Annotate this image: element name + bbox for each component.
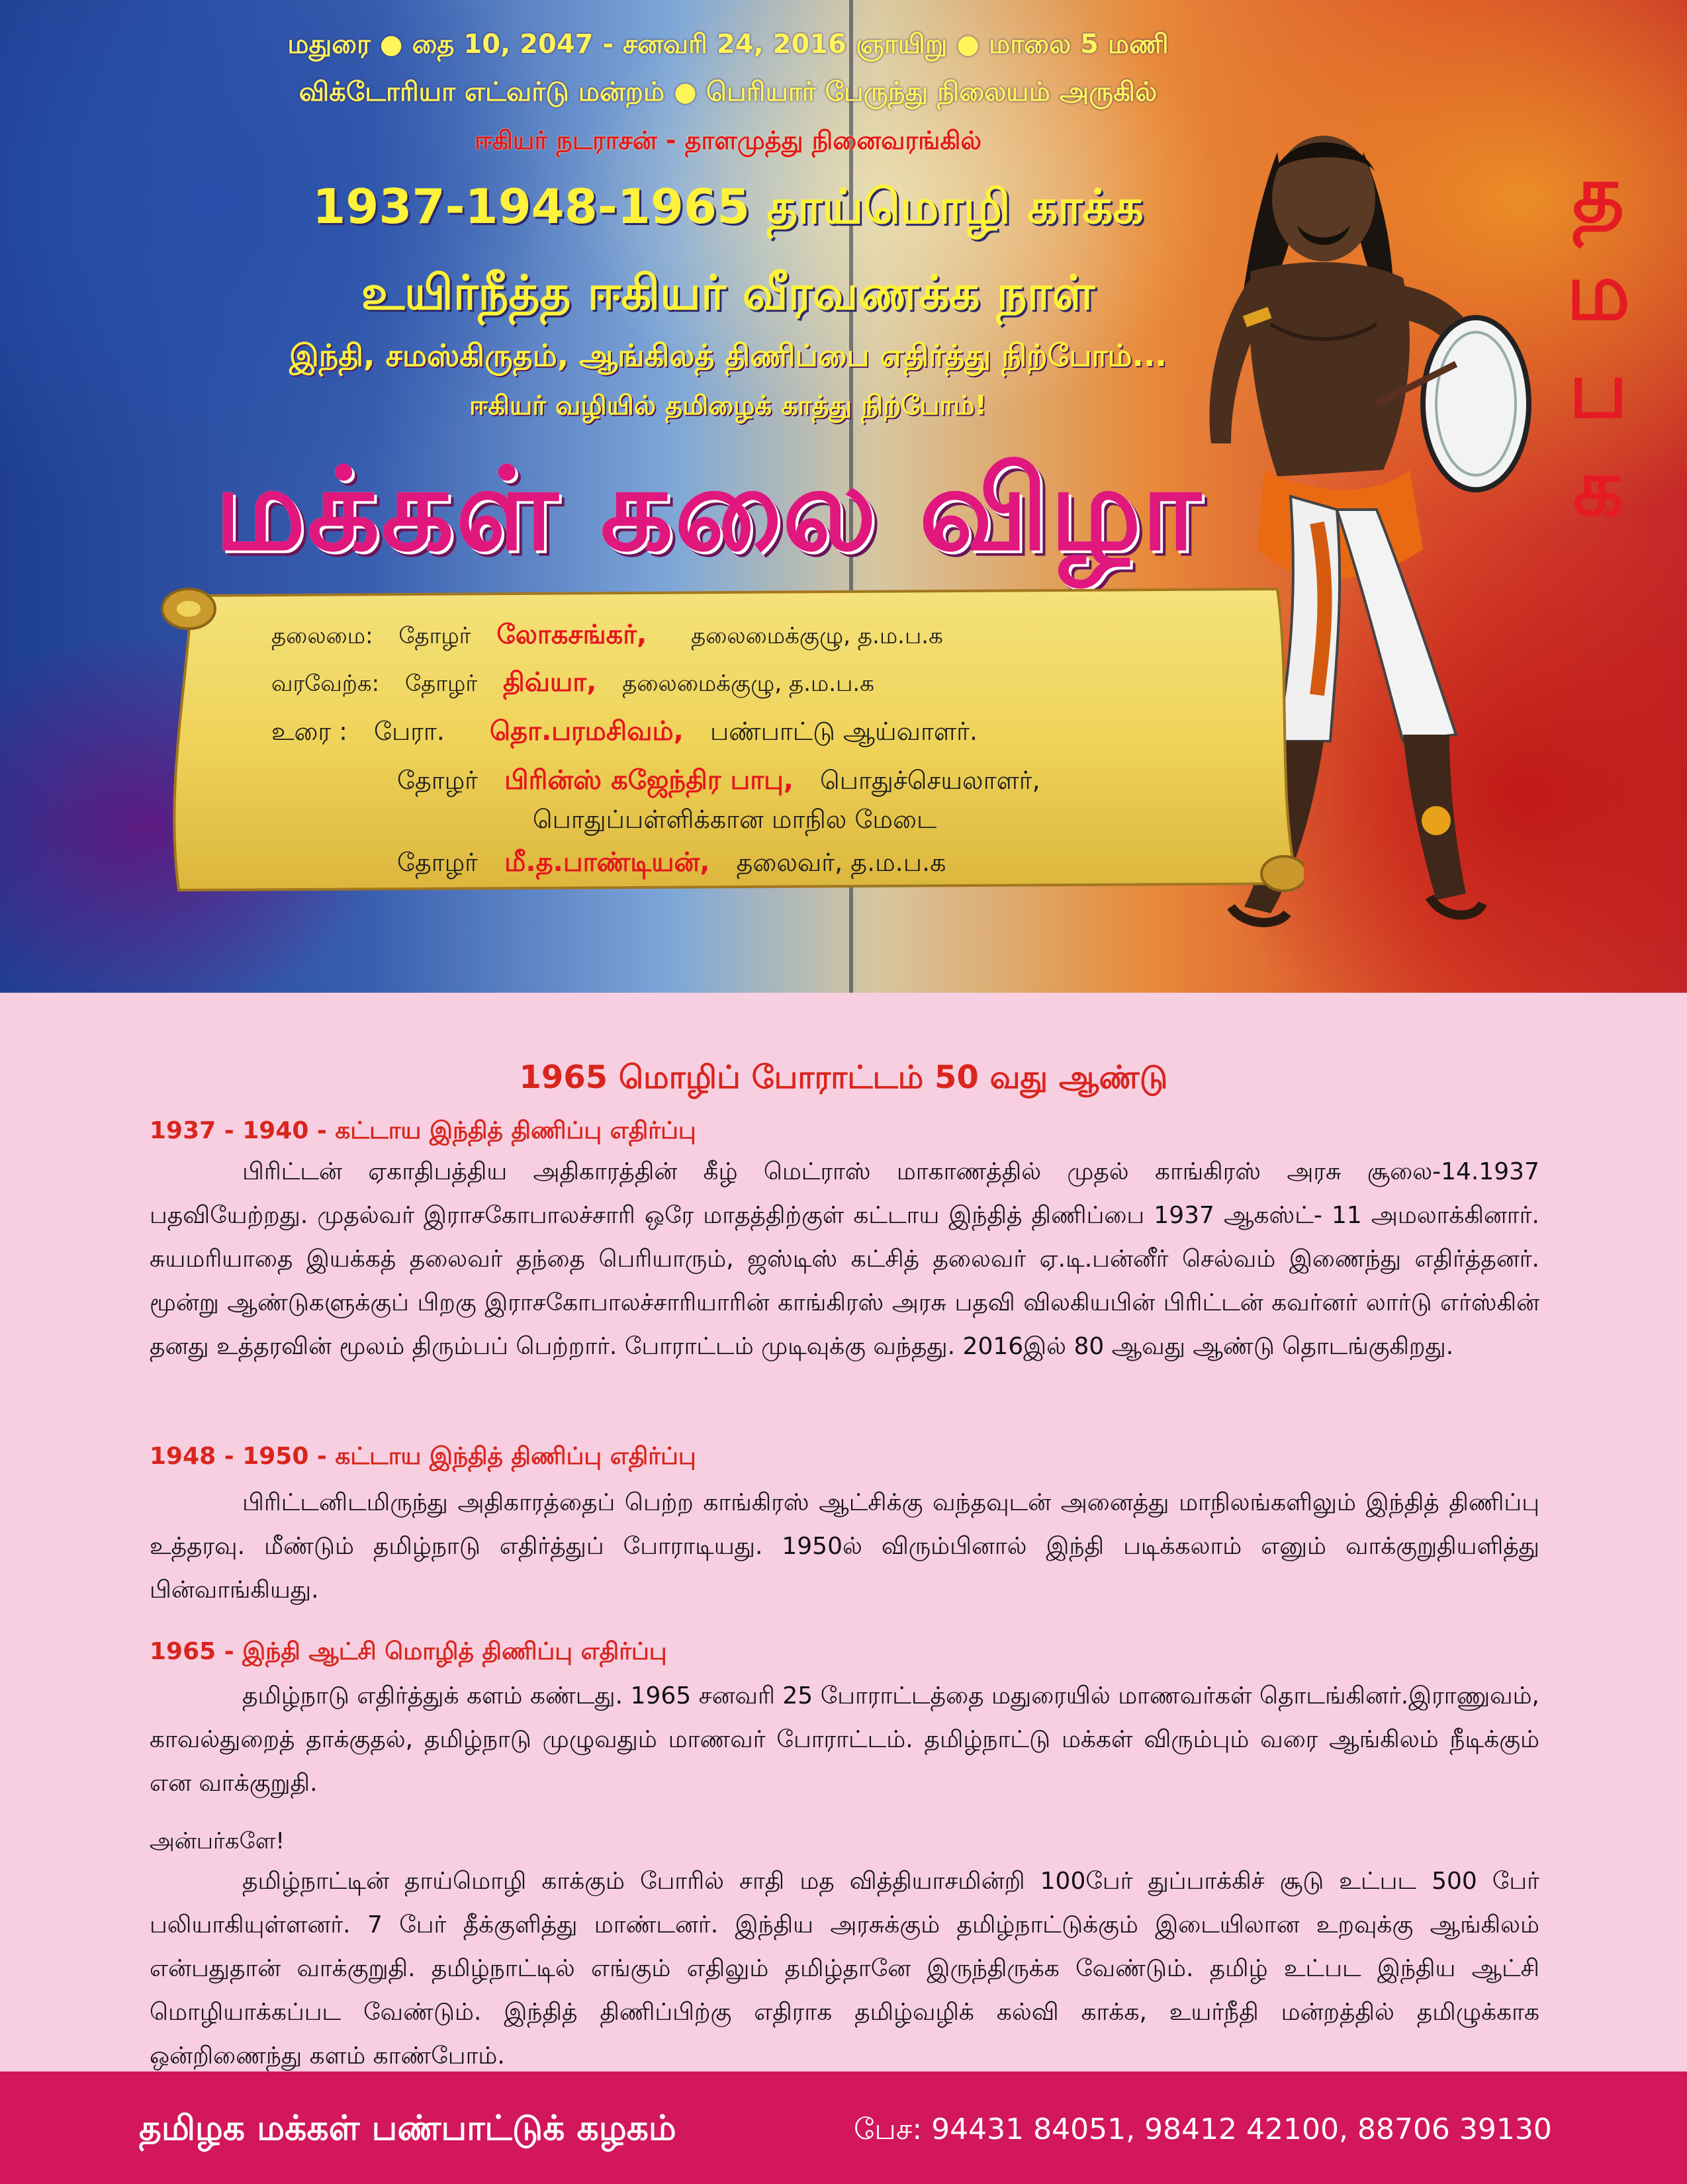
paragraph-1948: பிரிட்டனிடமிருந்து அதிகாரத்தைப் பெற்ற காங்கிரஸ் ஆட்சிக்கு வந்தவுடன் அனைத்து மாநிலங்களிலும் இந்தித் திணிப்பு உத்தரவு. மீண்டும் தமிழ்நாடு எதிர்த்துப் போராடியது. 1950ல் விரும்பினால் இந்தி படிக்கலாம் எனும் வாக்குறுதியளித்து பின்வாங்கியது. bbox=[150, 1489, 1539, 1604]
parchment-scroll bbox=[152, 582, 1304, 893]
initial-letter: ப bbox=[1569, 344, 1628, 436]
paragraph-1937: பிரிட்டன் ஏகாதிபத்திய அதிகாரத்தின் கீழ் மெட்ராஸ் மாகாணத்தில் முதல் காங்கிரஸ் அரசு சூலை-14.1937 பதவியேற்றது. முதல்வர் இராசகோபாலச்சாரி ஒரே மாதத்திற்குள் கட்டாய இந்தித் திணிப்பை 1937 ஆகஸ்ட்- 11 அமலாக்கினார். சுயமரியாதை இயக்கத் தலைவர் தந்தை பெரியாரும், ஜஸ்டிஸ் கட்சித் தலைவர் ஏ.டி.பன்னீர் செல்வம் இணைந்து எதிர்த்தனர். மூன்று ஆண்டுகளுக்குப் பிறகு இராசகோபாலச்சாரியாரின் காங்கிரஸ் அரசு பதவி விலகியபின் பிரிட்டன் கவர்னர் லார்டு எர்ஸ்கின் தனது உத்தரவின் மூலம் திரும்பப் பெற்றார். போராட்டம் முடிவுக்கு வந்தது. 2016இல் 80 ஆவது ஆண்டு தொடங்குகிறது. bbox=[150, 1158, 1539, 1360]
greeting: அன்பர்களே! bbox=[150, 1828, 285, 1854]
speaker-2-name: பிரின்ஸ் கஜேந்திர பாபு, bbox=[504, 765, 794, 796]
welcome-row bbox=[271, 667, 874, 701]
speaker-2-row-continued bbox=[533, 805, 936, 838]
memorial-day-headline: உயிர்நீத்த ஈகியர் வீரவணக்க நாள் bbox=[361, 265, 1095, 320]
chair-title: தோழர் bbox=[398, 623, 471, 649]
hero-banner bbox=[0, 0, 1687, 993]
initial-letter: த bbox=[1572, 148, 1625, 240]
chair-name: லோகசங்கர், bbox=[496, 619, 647, 650]
speaker-1-row bbox=[271, 716, 978, 750]
speaker-3-row bbox=[397, 847, 946, 881]
speaker-1-role: பண்பாட்டு ஆய்வாளர். bbox=[709, 717, 978, 746]
speaker-1-title: பேரா. bbox=[374, 717, 445, 746]
chair-label: தலைமை: bbox=[271, 623, 373, 649]
chair-row bbox=[271, 619, 943, 653]
speaker-1-name: தொ.பரமசிவம், bbox=[489, 716, 684, 747]
history-section bbox=[0, 993, 1687, 2071]
speaker-2-title: தோழர் bbox=[397, 766, 479, 795]
section-title: 1965 மொழிப் போராட்டம் 50 வது ஆண்டு bbox=[519, 1059, 1168, 1096]
welcome-label: வரவேற்க: bbox=[271, 670, 380, 697]
event-venue-line: விக்டோரியா எட்வர்டு மன்றம் ● பெரியார் பேருந்து நிலையம் அருகில் bbox=[298, 77, 1158, 107]
initial-letter: க bbox=[1573, 442, 1624, 534]
organisation-name: தமிழக மக்கள் பண்பாட்டுக் கழகம் bbox=[139, 2109, 676, 2148]
heading-1948: 1948 - 1950 - கட்டாய இந்தித் திணிப்பு எதிர்ப்பு bbox=[150, 1443, 696, 1470]
welcome-role: தலைமைக்குழு, த.ம.ப.க bbox=[622, 670, 874, 697]
speaker-3-role: தலைவர், த.ம.ப.க bbox=[736, 848, 946, 877]
event-date-line: மதுரை ● தை 10, 2047 - சனவரி 24, 2016 ஞாயிறு ● மாலை 5 மணி bbox=[287, 29, 1169, 60]
chair-role: தலைமைக்குழு, த.ம.ப.க bbox=[691, 623, 943, 649]
footer-bar bbox=[0, 2071, 1687, 2184]
initial-letter: ம bbox=[1566, 246, 1631, 338]
speaker-3-title: தோழர் bbox=[397, 848, 479, 877]
heading-1937: 1937 - 1940 - கட்டாய இந்தித் திணிப்பு எதிர்ப்பு bbox=[150, 1117, 696, 1144]
speaker-3-name: மீ.த.பாண்டியன், bbox=[504, 847, 710, 878]
contact-numbers: பேச: 94431 84051, 98412 42100, 88706 39130 bbox=[854, 2113, 1552, 2146]
speaker-2-organisation: பொதுப்பள்ளிக்கான மாநில மேடை bbox=[533, 805, 937, 834]
slogan-line-2: ஈகியர் வழியில் தமிழைக் காத்து நிற்போம்! bbox=[469, 390, 987, 421]
organisation-initials bbox=[1549, 146, 1648, 537]
speaker-2-role: பொதுச்செயலாளர், bbox=[820, 766, 1040, 795]
speaker-2-row bbox=[397, 765, 1040, 799]
memorial-hall-line: ஈகியர் நடராசன் - தாளமுத்து நினைவரங்கில் bbox=[474, 126, 982, 155]
welcome-name: திவ்யா, bbox=[502, 667, 597, 698]
welcome-title: தோழர் bbox=[404, 670, 478, 697]
festival-title: மக்கள் கலை விழா bbox=[214, 443, 1203, 576]
speech-label: உரை : bbox=[271, 717, 347, 746]
heading-1965: 1965 - இந்தி ஆட்சி மொழித் திணிப்பு எதிர்ப்பு bbox=[150, 1638, 667, 1665]
years-headline: 1937-1948-1965 தாய்மொழி காக்க bbox=[312, 179, 1144, 234]
paragraph-1965: தமிழ்நாடு எதிர்த்துக் களம் கண்டது. 1965 சனவரி 25 போராட்டத்தை மதுரையில் மாணவர்கள் தொடங்கினர்.இராணுவம், காவல்துறைத் தாக்குதல், தமிழ்நாடு முழுவதும் மாணவர் போராட்டம். தமிழ்நாட்டு மக்கள் விரும்பும் வரை ஆங்கிலம் நீடிக்கும் என வாக்குறுதி. bbox=[150, 1682, 1539, 1797]
paragraph-appeal: தமிழ்நாட்டின் தாய்மொழி காக்கும் போரில் சாதி மத வித்தியாசமின்றி 100பேர் துப்பாக்கிச் சூடு உட்பட 500 பேர் பலியாகியுள்ளனர். 7 பேர் தீக்குளித்து மாண்டனர். இந்திய அரசுக்கும் தமிழ்நாட்டுக்கும் இடையிலான உறவுக்கு ஆங்கிலம் என்பதுதான் வாக்குறுதி. தமிழ்நாட்டில் எங்கும் எதிலும் தமிழ்தானே இருந்திருக்க வேண்டும். தமிழ் உட்பட இந்திய ஆட்சி மொழியாக்கப்பட வேண்டும். இந்தித் திணிப்பிற்கு எதிராக தமிழ்வழிக் கல்வி காக்க, உயர்நீதி மன்றத்தில் தமிழுக்காக ஒன்றிணைந்து களம் காண்போம். bbox=[150, 1868, 1539, 2070]
slogan-line-1: இந்தி, சமஸ்கிருதம், ஆங்கிலத் திணிப்பை எதிர்த்து நிற்போம்... bbox=[289, 338, 1167, 373]
